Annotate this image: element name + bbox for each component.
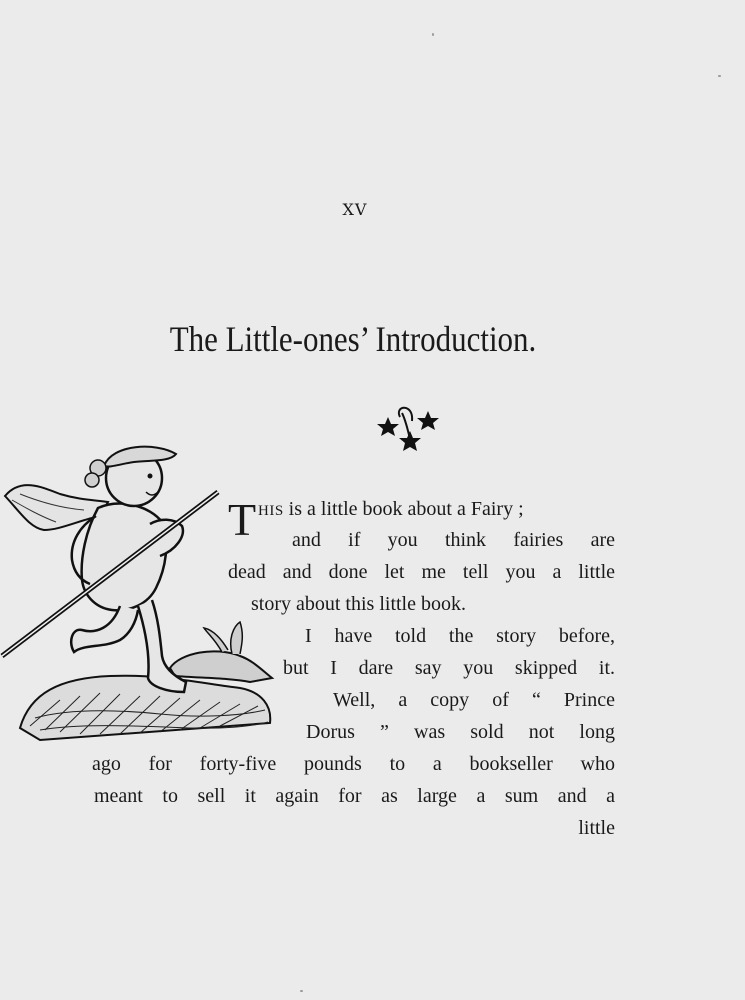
body-line-6: but I dare say you skipped it. [283, 657, 615, 679]
first-line-text: is a little book about a Fairy ; [283, 498, 524, 520]
body-line-3: dead and done let me tell you a little [228, 561, 615, 583]
ivy-leaves-ornament-icon [372, 403, 448, 461]
body-line-2: and if you think fairies are [292, 529, 615, 551]
page-title: The Little-ones’ Introduction. [169, 319, 537, 359]
body-line-8: Dorus ” was sold not long [306, 721, 615, 743]
body-line-5: I have told the story before, [305, 625, 615, 647]
body-line-11: little [578, 817, 615, 839]
page-number: XV [342, 200, 368, 219]
body-line-4: story about this little book. [251, 593, 466, 615]
body-line-1 [258, 497, 615, 523]
drop-cap-letter: T [228, 494, 257, 545]
body-line-9: ago for forty-five pounds to a bookseller who [92, 753, 615, 775]
paper-speck [300, 990, 303, 992]
paper-speck [718, 75, 721, 77]
first-word-small-caps: HIS [258, 503, 284, 519]
cherub-running-with-staff-illustration [0, 438, 290, 743]
body-line-10: meant to sell it again for as large a sum and a [94, 785, 615, 807]
body-line-7: Well, a copy of “ Prince [333, 689, 615, 711]
paper-speck [432, 33, 434, 36]
